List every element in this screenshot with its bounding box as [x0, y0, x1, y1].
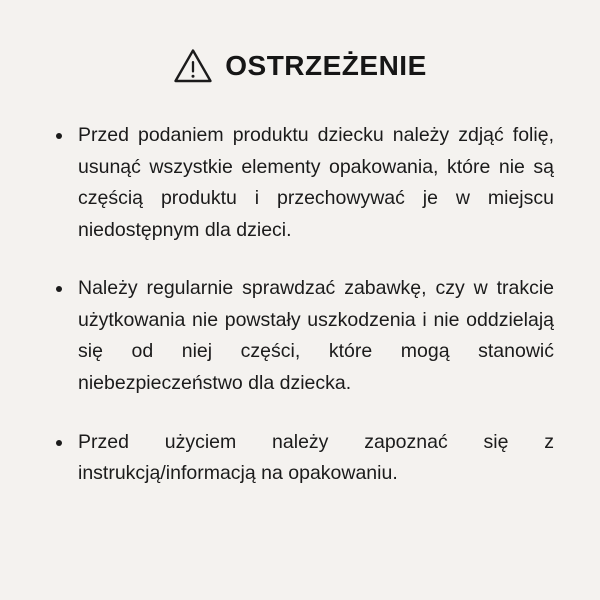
warning-header	[38, 46, 562, 86]
page-title: OSTRZEŻENIE	[225, 50, 427, 81]
warning-list	[38, 120, 562, 490]
warning-triangle-icon	[173, 46, 213, 86]
list-item: Przed użyciem należy zapoznać się z instrukcją/informacją na opakowaniu.	[50, 427, 554, 490]
list-item: Przed podaniem produktu dziecku należy zdjąć folię, usunąć wszystkie elementy opakowania, które nie są częścią produktu i przechowywać je w miejscu niedostępnym dla dzieci.	[50, 120, 554, 246]
list-item: Należy regularnie sprawdzać zabawkę, czy w trakcie użytkowania nie powstały uszkodzenia i nie oddzielają się od niej części, które mogą stanowić niebezpieczeństwo dla dziecka.	[50, 273, 554, 399]
